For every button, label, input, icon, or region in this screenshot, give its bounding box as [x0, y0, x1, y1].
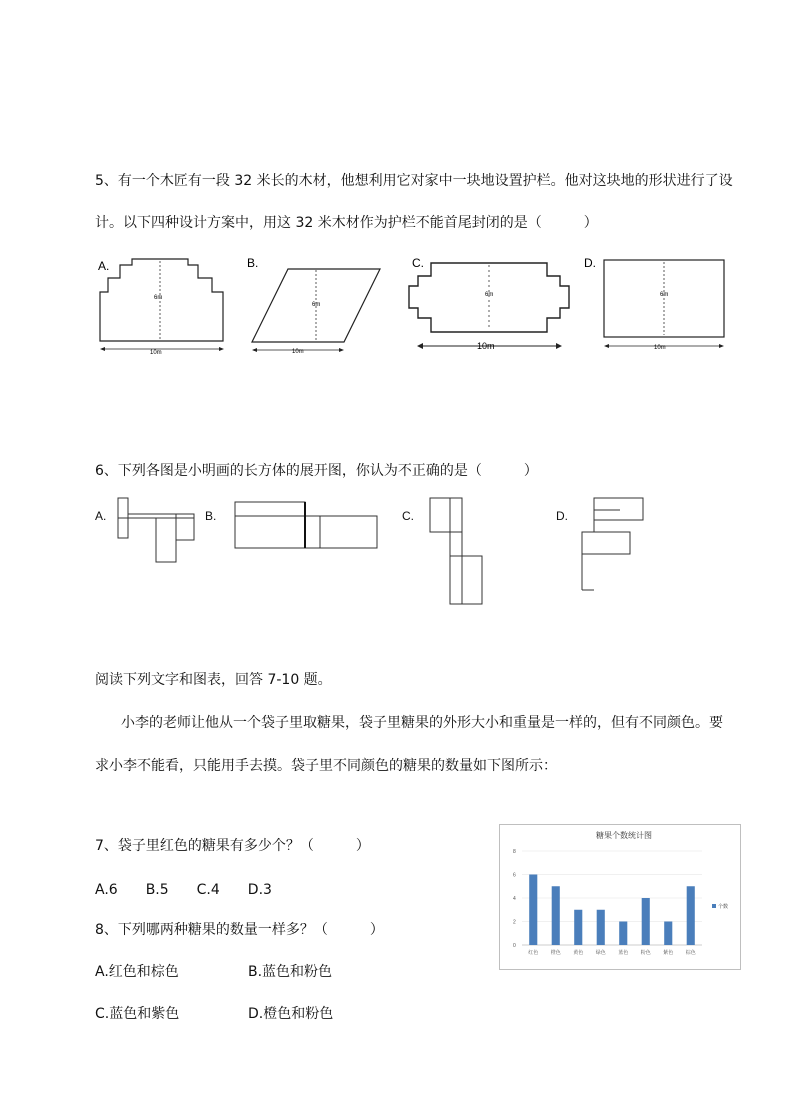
y-tick-label: 4 [513, 896, 516, 902]
chart-grid [522, 851, 702, 945]
x-tick-label: 紫色 [663, 950, 674, 956]
q6-option-b-label: B. [205, 509, 217, 523]
bar-2 [552, 886, 560, 945]
q5-b-width: 10m [292, 349, 304, 355]
q5-option-a-label: A. [98, 259, 110, 273]
q5-a-height: 6m [154, 295, 163, 301]
q5-option-b-label: B. [247, 256, 259, 270]
candy-chart [500, 825, 740, 969]
bar-4 [597, 910, 605, 945]
bar-8 [687, 886, 695, 945]
bar-6 [642, 898, 650, 945]
q5-line-2: 计。以下四种设计方案中，用这 32 米木材作为护栏不能首尾封闭的是（ ） [95, 215, 598, 231]
x-tick-label: 蓝色 [618, 950, 629, 956]
legend-label: 个数 [718, 904, 729, 910]
bar-7 [664, 922, 672, 946]
q6-line: 6、下列各图是小明画的长方体的展开图，你认为不正确的是（ ） [95, 463, 538, 479]
reading-para-2: 求小李不能看，只能用手去摸。袋子里不同颜色的糖果的数量如下图所示： [95, 758, 557, 774]
chart-y-labels [513, 849, 516, 949]
q8-option-a: A.红色和棕色 [95, 964, 179, 980]
q5-line-1: 5、有一个木匠有一段 32 米长的木材，他想利用它对家中一块地设置护栏。他对这块地的形状进行了设 [95, 173, 733, 189]
q6-nets [110, 494, 660, 610]
reading-para-1: 小李的老师让他从一个袋子里取糖果，袋子里糖果的外形大小和重量是一样的，但有不同颜色。要 [121, 715, 723, 731]
bar-1 [529, 875, 537, 946]
q6-net-d [582, 498, 643, 590]
q5-d-height: 6m [660, 292, 669, 298]
x-tick-label: 黄色 [573, 950, 584, 956]
q8-option-d: D.橙色和粉色 [248, 1006, 334, 1022]
q5-c-height: 6m [485, 292, 494, 298]
q6-net-b [235, 502, 377, 548]
x-tick-label: 粉色 [640, 950, 651, 956]
q8-option-c: C.蓝色和紫色 [95, 1006, 180, 1022]
x-tick-label: 棕色 [685, 950, 696, 956]
reading-intro: 阅读下列文字和图表，回答 7-10 题。 [95, 672, 332, 688]
q5-c-width: 10m [477, 341, 495, 351]
q8-question: 8、下列哪两种糖果的数量一样多？（ ） [95, 922, 384, 938]
q5-b-height: 6m [312, 302, 321, 308]
y-tick-label: 2 [513, 919, 516, 926]
legend-swatch [712, 904, 716, 908]
bar-3 [574, 910, 582, 945]
q5-option-c-label: C. [412, 256, 424, 270]
chart-x-labels [528, 949, 696, 956]
q7-question: 7、袋子里红色的糖果有多少个？（ ） [95, 838, 370, 854]
q5-figures [90, 250, 740, 360]
q6-option-a-label: A. [95, 509, 107, 523]
y-tick-label: 8 [513, 849, 516, 855]
x-tick-label: 绿色 [595, 950, 606, 956]
q6-net-c [430, 498, 482, 604]
y-tick-label: 0 [513, 943, 516, 949]
x-tick-label: 红色 [528, 950, 539, 956]
q5-d-width: 10m [654, 345, 666, 351]
q6-option-d-label: D. [556, 509, 568, 523]
chart-bars [529, 875, 695, 946]
q6-option-c-label: C. [402, 509, 414, 523]
q7-options: A.6 B.5 C.4 D.3 [95, 882, 272, 898]
q6-net-a [118, 498, 194, 562]
y-tick-label: 6 [513, 872, 516, 879]
x-tick-label: 橙色 [550, 950, 561, 956]
q5-a-width: 10m [150, 350, 162, 356]
q8-option-b: B.蓝色和粉色 [248, 964, 333, 980]
chart-title: 糖果个数统计图 [596, 831, 652, 840]
bar-5 [619, 922, 627, 946]
candy-chart-frame [499, 824, 741, 970]
q5-option-d-label: D. [584, 256, 596, 270]
